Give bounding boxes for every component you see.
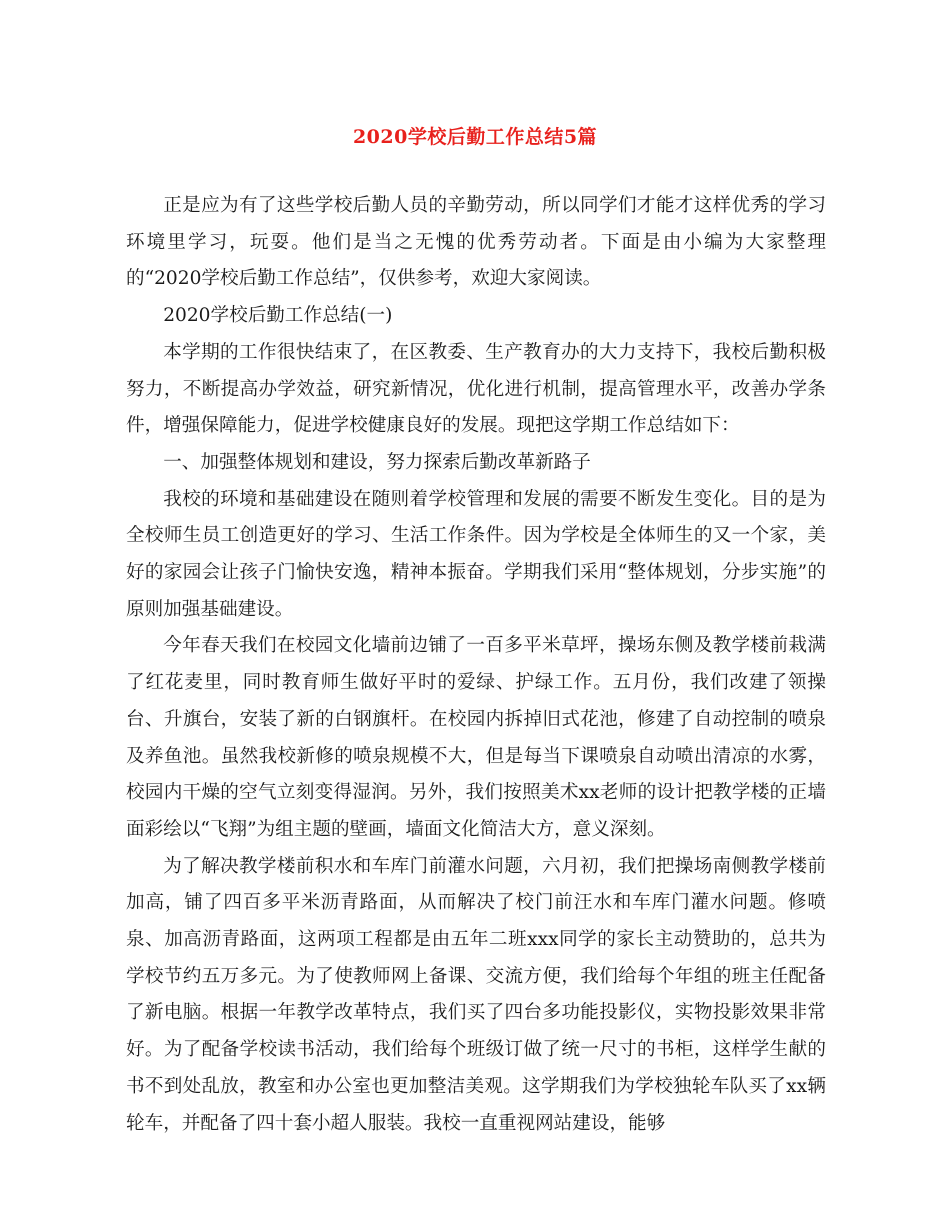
- document-body: [126, 188, 826, 1142]
- paragraph-overview: 本学期的工作很快结束了，在区教委、生产教育办的大力支持下，我校后勤积极努力，不断提高办学效益，研究新情况，优化进行机制，提高管理水平，改善办学条件，增强保障能力，促进学校健康良好的发展。现把这学期工作总结如下：: [126, 341, 826, 437]
- paragraph-intro: 正是应为有了这些学校后勤人员的辛勤劳动，所以同学们才能才这样优秀的学习环境里学习，玩耍。他们是当之无愧的优秀劳动者。下面是由小编为大家整理的“2020学校后勤工作总结”，仅供参考，欢迎大家阅读。: [126, 195, 826, 290]
- subsection-heading-1: 一、加强整体规划和建设，努力探索后勤改革新路子: [163, 451, 591, 473]
- paragraph-spring-works: 今年春天我们在校园文化墙前边铺了一百多平米草坪，操场东侧及教学楼前栽满了红花麦里，同时教育师生做好平时的爱绿、护绿工作。五月份，我们改建了领操台、升旗台，安装了新的白钢旗杆。在校园内拆掉旧式花池，修建了自动控制的喷泉及养鱼池。虽然我校新修的喷泉规模不大，但是每当下课喷泉自动喷出清凉的水雾，校园内干燥的空气立刻变得湿润。另外，我们按照美术xx老师的设计把教学楼的正墙面彩绘以“飞翔”为组主题的壁画，墙面文化简洁大方，意义深刻。: [126, 635, 826, 840]
- paragraph-drainage-works: 为了解决教学楼前积水和车库门前灌水问题，六月初，我们把操场南侧教学楼前加高，铺了四百多平米沥青路面，从而解决了校门前汪水和车库门灌水问题。修喷泉、加高沥青路面，这两项工程都是由五年二班xxx同学的家长主动赞助的，总共为学校节约五万多元。为了使教师网上备课、交流方便，我们给每个年组的班主任配备了新电脑。根据一年教学改革特点，我们买了四台多功能投影仪，实物投影效果非常好。为了配备学校读书活动，我们给每个班级订做了统一尺寸的书柜，这样学生献的书不到处乱放，教室和办公室也更加整洁美观。这学期我们为学校独轮车队买了xx辆轮车，并配备了四十套小超人服装。我校一直重视网站建设，能够: [126, 855, 826, 1134]
- document-title: 2020学校后勤工作总结5篇: [352, 126, 598, 148]
- paragraph-environment: 我校的环境和基础建设在随则着学校管理和发展的需要不断发生变化。目的是为全校师生员工创造更好的学习、生活工作条件。因为学校是全体师生的又一个家，美好的家园会让孩子门愉快安逸，精神本振奋。学期我们采用“整体规划，分步实施”的原则加强基础建设。: [126, 488, 826, 620]
- section-heading-1: 2020学校后勤工作总结(一): [163, 305, 393, 327]
